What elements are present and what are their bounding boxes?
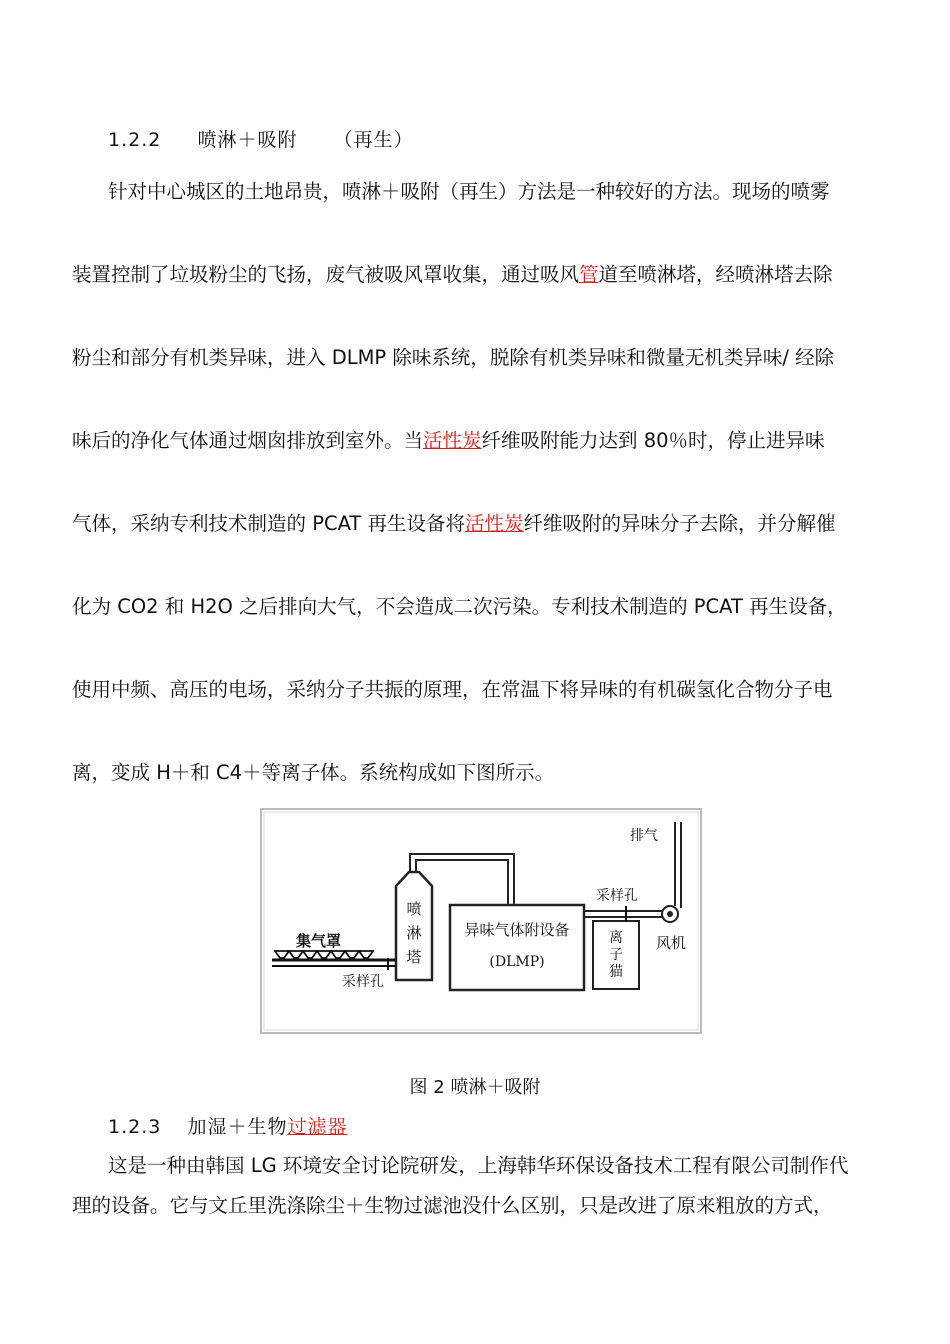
text-segment: 粉尘和部分有机类异味，进入 DLMP 除味系统，脱除有机类异味和微量无机类异味/ 经除 (72, 346, 835, 369)
ion-label-1: 离 (609, 930, 623, 946)
text-segment: 离，变成 H＋和 C4＋等离子体。系统构成如下图所示。 (72, 761, 555, 784)
section-suffix: （再生） (333, 129, 414, 151)
paragraph2-line (108, 1150, 923, 1178)
ion-label-3: 猫 (609, 964, 623, 980)
dlmp-device (450, 905, 584, 990)
tower-label-1: 喷 (406, 900, 422, 918)
sample-hole-left-label: 采样孔 (342, 974, 384, 990)
fan-hub-icon (667, 911, 673, 917)
paragraph1-line (108, 176, 923, 204)
section-title: 喷淋＋吸附 (197, 129, 298, 151)
text-segment: 理的设备。它与文丘里洗涤除尘＋生物过滤池没什么区别，只是改进了原来粗放的方式， (72, 1194, 833, 1217)
hood-label: 集气罩 (296, 932, 342, 950)
paragraph1-line (72, 342, 887, 370)
section-title: 加湿＋生物 (187, 1116, 288, 1138)
keyword-link[interactable]: 活性炭 (423, 429, 482, 452)
text-segment: 纤维吸附能力达到 80％时，停止进异味 (481, 429, 825, 452)
section-heading-1-2-2 (108, 125, 414, 152)
process-diagram (260, 808, 702, 1034)
text-segment: 针对中心城区的土地昂贵，喷淋＋吸附（再生）方法是一种较好的方法。现场的喷雾 (108, 180, 830, 203)
text-segment: 道至喷淋塔，经喷淋塔去除 (598, 263, 833, 286)
paragraph1-line (72, 674, 887, 702)
paragraph1-line (72, 757, 887, 785)
device-code: (DLMP) (489, 954, 545, 970)
section-title-link[interactable]: 过滤器 (287, 1116, 348, 1138)
text-segment: 气体，采纳专利技术制造的 PCAT 再生设备将 (72, 512, 466, 535)
paragraph1-line (72, 259, 887, 287)
exhaust-label: 排气 (630, 828, 658, 844)
text-segment: 纤维吸附的异味分子去除，并分解催 (523, 512, 836, 535)
figure-caption: 图 2 喷淋＋吸附 (409, 1077, 541, 1098)
keyword-link[interactable]: 管 (579, 263, 599, 286)
text-segment: 装置控制了垃圾粉尘的飞扬，废气被吸风罩收集，通过吸风 (72, 263, 580, 286)
fan-label: 风机 (656, 934, 687, 952)
tower-label-3: 塔 (406, 948, 422, 966)
section-heading-1-2-3 (108, 1112, 347, 1139)
text-segment: 这是一种由韩国 LG 环境安全讨论院研发，上海韩华环保设备技术工程有限公司制作代 (108, 1154, 849, 1177)
keyword-link[interactable]: 活性炭 (465, 512, 524, 535)
paragraph2-line (72, 1190, 887, 1218)
paragraph1-line (72, 508, 887, 536)
paragraph1-line (72, 425, 887, 453)
sample-hole-right-label: 采样孔 (596, 888, 638, 904)
device-name: 异味气体附设备 (464, 921, 570, 939)
section-number: 1.2.3 (108, 1116, 162, 1138)
text-segment: 味后的净化气体通过烟囱排放到室外。当 (72, 429, 424, 452)
text-segment: 使用中频、高压的电场，采纳分子共振的原理，在常温下将异味的有机碳氢化合物分子电 (72, 678, 833, 701)
text-segment: 化为 CO2 和 H2O 之后排向大气，不会造成二次污染。专利技术制造的 PCAT 再生设备， (72, 595, 847, 618)
figure-2-diagram (260, 808, 702, 1034)
tower-label-2: 淋 (406, 924, 422, 942)
ion-label-2: 子 (609, 947, 623, 963)
section-number: 1.2.2 (108, 129, 162, 151)
paragraph1-line (72, 591, 887, 619)
